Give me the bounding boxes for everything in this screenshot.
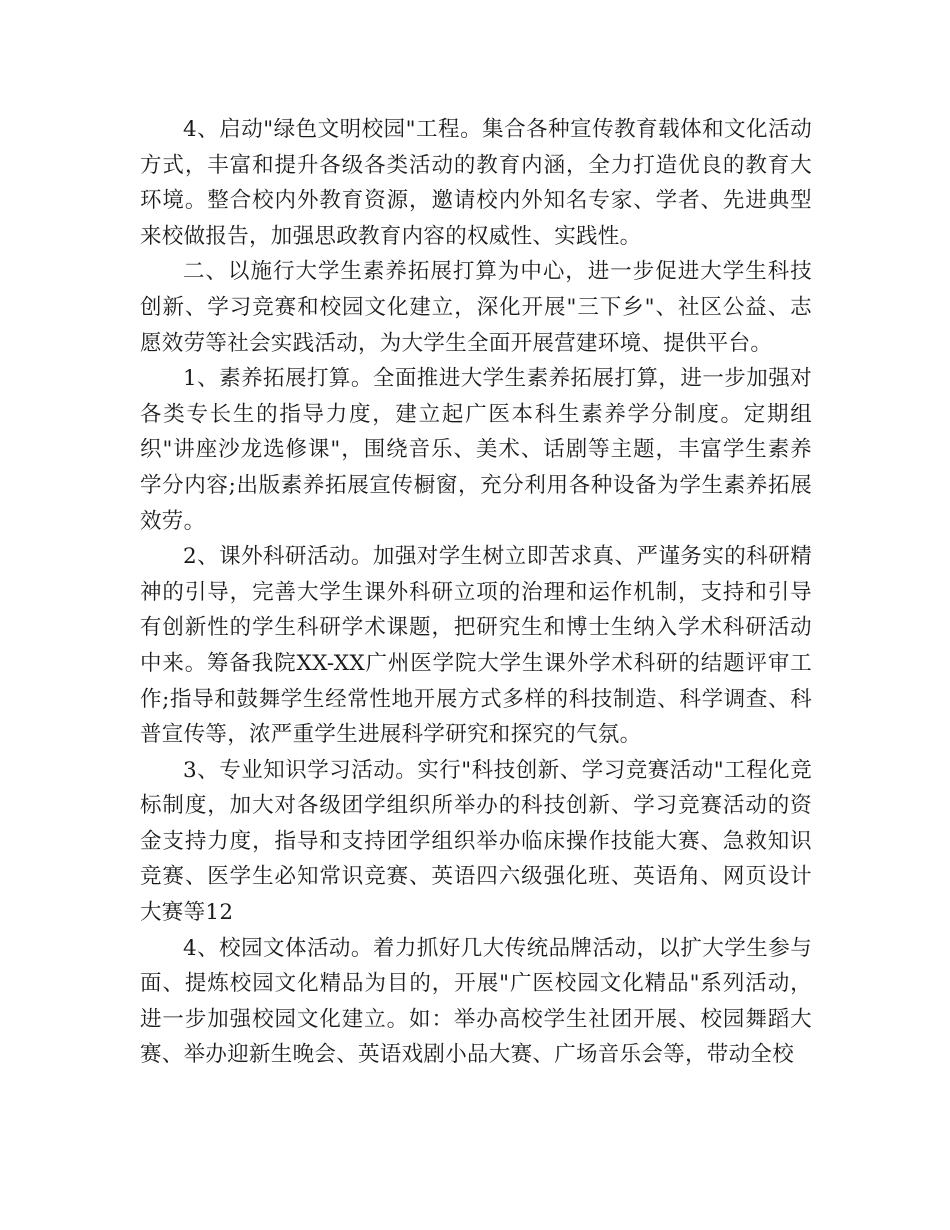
paragraph-quality-expansion: 1、素养拓展打算。全面推进大学生素养拓展打算，进一步加强对各类专长生的指导力度，建立起广医本科生素养学分制度。定期组织"讲座沙龙选修课"，围绕音乐、美术、话剧等主题，丰富学生素养学分内容;出版素养拓展宣传橱窗，充分利用各种设备为学生素养拓展效劳。 [140, 366, 812, 534]
paragraph-green-campus: 4、启动"绿色文明校园"工程。集合各种宣传教育载体和文化活动方式，丰富和提升各级各类活动的教育内涵，全力打造优良的教育大环境。整合校内外教育资源，邀请校内外知名专家、学者、先进典型来校做报告，加强思政教育内容的权威性、实践性。 [140, 117, 812, 249]
document-body [140, 112, 812, 1073]
paragraph-extracurricular-research: 2、课外科研活动。加强对学生树立即苦求真、严谨务实的科研精神的引导，完善大学生课外科研立项的治理和运作机制，支持和引导有创新性的学生科研学术课题，把研究生和博士生纳入学术科研活动中来。筹备我院XX-XX广州医学院大学生课外学术科研的结题评审工作;指导和鼓舞学生经常性地开展方式多样的科技制造、科学调查、科普宣传等，浓严重学生进展科学研究和探究的气氛。 [140, 544, 812, 748]
paragraph-section-two: 二、以施行大学生素养拓展打算为中心，进一步促进大学生科技创新、学习竞赛和校园文化建立，深化开展"三下乡"、社区公益、志愿效劳等社会实践活动，为大学生全面开展营建环境、提供平台。 [140, 259, 812, 356]
paragraph-campus-culture-sports: 4、校园文体活动。着力抓好几大传统品牌活动，以扩大学生参与面、提炼校园文化精品为目的，开展"广医校园文化精品"系列活动，进一步加强校园文化建立。如：举办高校学生社团开展、校园舞蹈大赛、举办迎新生晚会、英语戏剧小品大赛、广场音乐会等，带动全校 [140, 935, 812, 1068]
paragraph-professional-learning: 3、专业知识学习活动。实行"科技创新、学习竞赛活动"工程化竞标制度，加大对各级团学组织所举办的科技创新、学习竞赛活动的资金支持力度，指导和支持团学组织举办临床操作技能大赛、急救知识竞赛、医学生必知常识竞赛、英语四六级强化班、英语角、网页设计大赛等12 [140, 757, 812, 926]
